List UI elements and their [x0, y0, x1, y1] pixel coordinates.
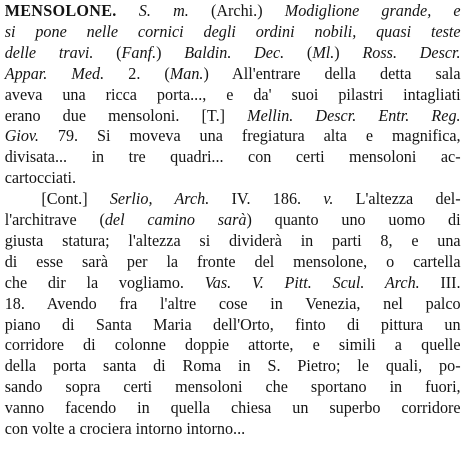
text-run: si pone nelle cornici degli ordini nobili, quasi teste — [4, 21, 461, 41]
text-run: vanno facendo in quella chiesa un superbo corridore — [4, 398, 461, 418]
entry-line — [5, 251, 461, 274]
text-run: Appar. Med. — [4, 63, 105, 83]
text-run: 79. Si moveva una fregiatura alta e magnifica, — [38, 126, 461, 146]
text-run: l'architrave ( — [4, 210, 105, 229]
text-run: [Cont.] — [41, 189, 110, 209]
entry-line — [5, 334, 461, 357]
text-run: 18. Avendo fra l'altre cose in Venezia, nel palco — [4, 293, 461, 313]
text-run: sando sopra certi mensoloni che sportano in fuori, — [4, 377, 461, 397]
text-run: ) All'entrare della detta sala — [203, 63, 461, 83]
text-run: Ross. Descr. — [362, 42, 461, 62]
text-run: erano due mensoloni. [T.] — [4, 105, 248, 125]
text-run: Serlio, Arch. — [109, 189, 210, 209]
entry-line — [5, 84, 461, 107]
text-run: di esse sarà per la fronte del mensolone, o cartella — [4, 251, 461, 271]
text-run: (Archi.) — [188, 1, 285, 20]
entry-line — [5, 42, 461, 65]
entry-line — [5, 125, 461, 148]
text-run: 2. ( — [104, 63, 170, 83]
text-run: Fanf. — [121, 42, 157, 62]
text-run: corridore di colonne doppie attorte, e simili a quelle — [4, 335, 461, 355]
text-run — [117, 1, 139, 20]
text-run: ( — [93, 42, 122, 62]
text-run: Modiglione grande, e — [284, 1, 461, 20]
entry-line — [5, 272, 461, 295]
entry-line — [5, 209, 461, 232]
entry-line — [5, 63, 461, 86]
entry-line — [5, 314, 461, 337]
text-run: della porta santa di Roma in S. Pietro; le quali, po- — [4, 356, 461, 376]
text-run: IV. 186. — [209, 189, 324, 209]
text-run: III. — [419, 272, 461, 292]
text-run: S. m. — [138, 1, 189, 20]
text-run: ) — [156, 42, 185, 62]
entry-line — [5, 418, 245, 441]
text-run: piano di Santa Maria dell'Orto, finto di pittura un — [4, 314, 461, 334]
text-run: cartocciati. — [4, 168, 77, 188]
text-run: L'altezza del- — [333, 189, 461, 209]
text-run: giusta statura; l'altezza si dividerà in parti 8, e una — [4, 230, 461, 250]
text-run: v. — [323, 189, 334, 209]
text-run: ) — [334, 42, 363, 62]
entry-line — [5, 293, 461, 316]
entry-line — [5, 146, 461, 169]
text-run: Ml. — [312, 42, 335, 62]
text-run: Vas. V. Pitt. Scul. Arch. — [204, 272, 420, 292]
text-run: con volte a crociera intorno intorno... — [4, 419, 246, 438]
text-run: MENSOLONE. — [4, 1, 117, 20]
entry-line — [5, 376, 461, 399]
text-run: Giov. — [4, 126, 39, 146]
text-run: ) quanto uno uomo di — [246, 210, 461, 229]
text-run: Man. — [169, 63, 204, 83]
entry-line — [5, 105, 461, 128]
entry-line — [5, 167, 76, 190]
text-run: Baldin. Dec. — [184, 42, 285, 62]
text-run: che dir la vogliamo. — [4, 272, 205, 292]
text-run: aveva una ricca porta..., e da' suoi pilastri intagliati — [4, 84, 461, 104]
entry-line — [5, 397, 461, 420]
text-run: Mellin. Descr. Entr. Reg. — [247, 105, 461, 125]
text-run: delle travi. — [4, 42, 94, 62]
text-run: ( — [284, 42, 313, 62]
entry-line — [5, 0, 461, 23]
entry-line — [5, 230, 461, 253]
entry-line — [5, 21, 461, 44]
entry-line — [5, 355, 461, 378]
text-run: del camino sarà — [104, 210, 247, 229]
text-run: divisata... in tre quadri... con certi mensoloni ac- — [4, 147, 461, 167]
entry-line — [41, 188, 460, 211]
